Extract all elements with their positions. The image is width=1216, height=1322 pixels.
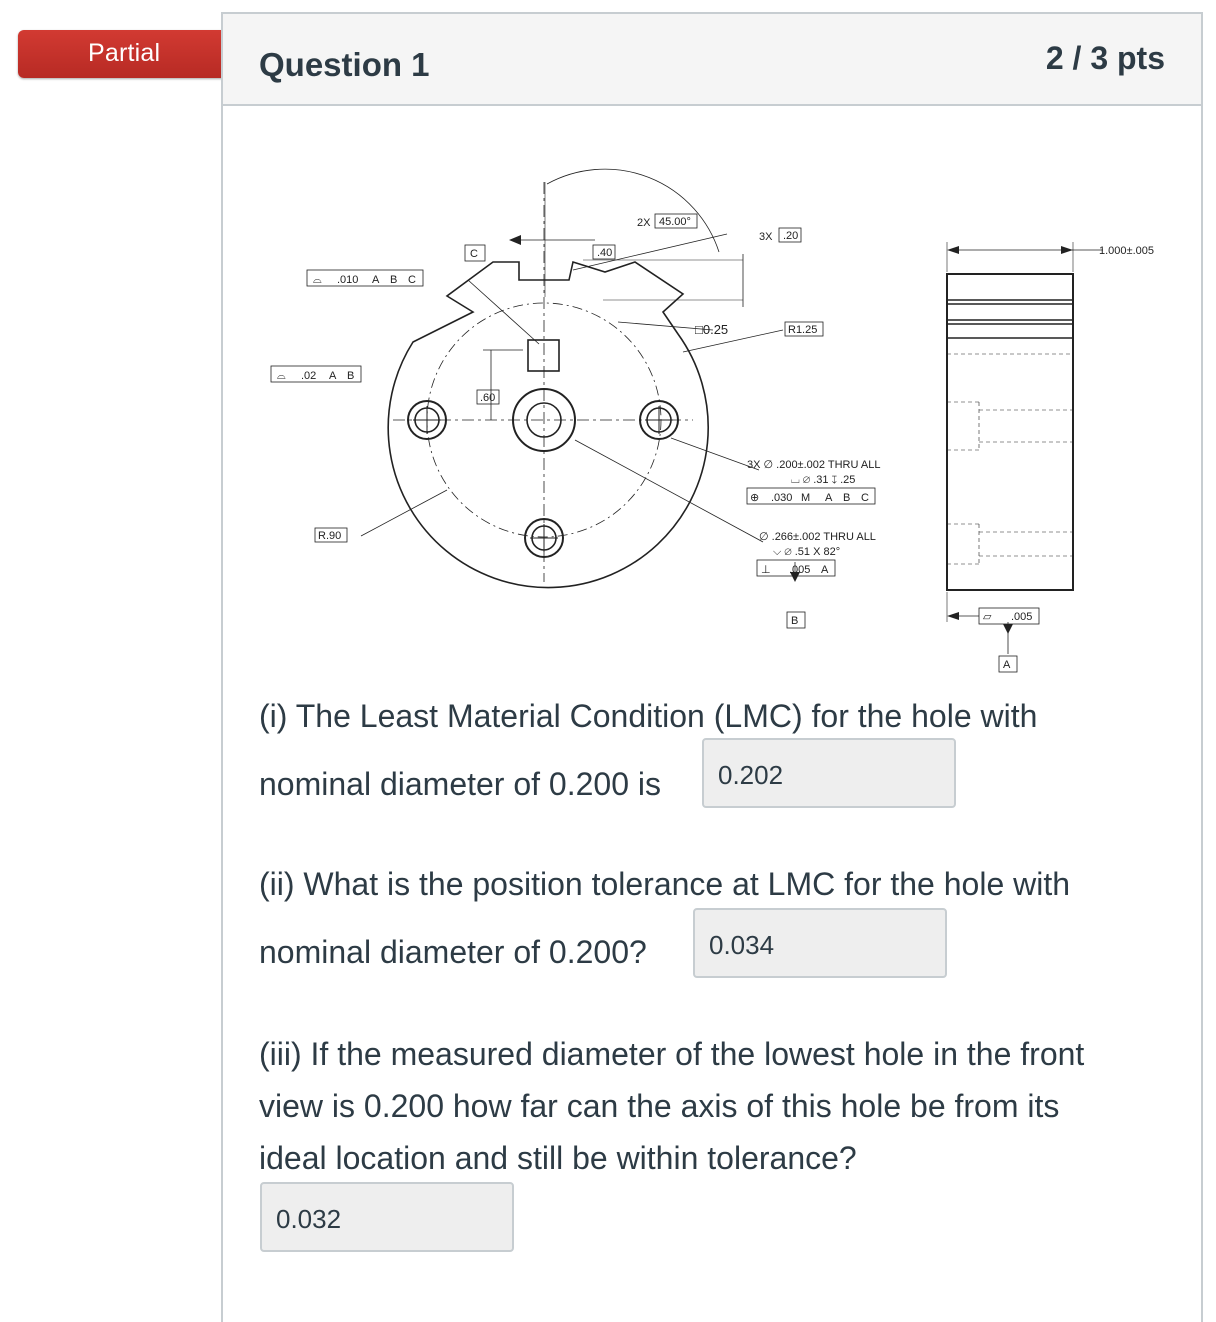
- question-card: [221, 12, 1203, 1322]
- fcf2-val: .02: [301, 370, 317, 382]
- label-r90: R.90: [318, 530, 342, 542]
- label-three-x: 3X: [759, 231, 773, 243]
- side-view-labels: [979, 245, 1154, 672]
- label-angle: 2X: [637, 217, 651, 229]
- label-dim-40: .40: [597, 247, 613, 259]
- part-3-line-1: (iii) If the measured diameter of the lowest hole in the front: [259, 1036, 1085, 1072]
- perp-val: .005: [789, 564, 811, 576]
- side-view: [947, 242, 1103, 654]
- flat-symbol: ▱: [983, 611, 992, 623]
- part-2-line-1: (ii) What is the position tolerance at LMC for the hole with: [259, 866, 1071, 902]
- question-points: 2 / 3 pts: [1045, 40, 1165, 76]
- fcf2-symbol: ⌓: [277, 370, 286, 382]
- hole-right: [640, 401, 678, 439]
- question-title: Question 1: [259, 46, 430, 83]
- label-angle-val: 45.00°: [659, 216, 691, 228]
- partial-badge-label: Partial: [88, 39, 161, 67]
- front-view-outline: [388, 262, 708, 588]
- part-2-line-2: nominal diameter of 0.200?: [259, 934, 647, 970]
- square-feature: [528, 340, 559, 371]
- pos-a: A: [825, 492, 833, 504]
- label-datum-b: B: [791, 615, 799, 627]
- label-dim-60: .60: [480, 392, 496, 404]
- label-datum-a: A: [1003, 659, 1011, 671]
- fcf2-a: A: [329, 370, 337, 382]
- pos-m: M: [801, 492, 811, 504]
- pos-c: C: [861, 492, 869, 504]
- label-width-dim: 1.000±.005: [1099, 245, 1154, 257]
- fcf1-val: .010: [337, 274, 359, 286]
- question-header: [223, 14, 1201, 106]
- partial-badge: [18, 30, 232, 78]
- side-view-body: [947, 274, 1073, 590]
- part-3-answer-field[interactable]: 0.032: [260, 1182, 514, 1252]
- fcf1-symbol: ⌓: [313, 274, 322, 286]
- hole-bottom: [525, 519, 563, 557]
- hole-note-line1: 3X ∅ .200±.002 THRU ALL: [747, 459, 881, 471]
- perp-symbol: ⊥: [761, 564, 771, 576]
- part-1-line-2: nominal diameter of 0.200 is: [259, 766, 661, 802]
- hole-left: [408, 401, 446, 439]
- center-note-line1: ∅ .266±.002 THRU ALL: [759, 531, 876, 543]
- flat-val: .005: [1011, 611, 1033, 623]
- pos-b: B: [843, 492, 851, 504]
- fcf1-c: C: [408, 274, 416, 286]
- part-1-answer-field[interactable]: 0.202: [702, 738, 956, 808]
- part-2-answer-field[interactable]: 0.034: [693, 908, 947, 978]
- label-datum-c: C: [470, 248, 478, 260]
- part-3-line-2: view is 0.200 how far can the axis of this hole be from its: [259, 1088, 1060, 1124]
- part-3-line-3: ideal location and still be within tolerance?: [259, 1140, 857, 1176]
- engineering-drawing: [263, 162, 1193, 682]
- fcf1-b: B: [390, 274, 398, 286]
- center-note-line2: ⌵ ∅ .51 X 82°: [773, 546, 841, 558]
- fcf1-a: A: [372, 274, 380, 286]
- fcf2-b: B: [347, 370, 355, 382]
- label-r125: R1.25: [788, 324, 818, 336]
- front-view: [361, 169, 800, 587]
- perp-a: A: [821, 564, 829, 576]
- part-1-line-1: (i) The Least Material Condition (LMC) for the hole with: [259, 698, 1038, 734]
- pos-symbol: ⊕: [750, 492, 760, 504]
- label-square: □0.25: [695, 322, 729, 337]
- hole-note-line2: ⌴ ∅ .31 ↧ .25: [791, 474, 856, 486]
- drawing-svg: [263, 162, 1193, 682]
- label-three-x-val: .20: [783, 230, 799, 242]
- pos-val: .030: [771, 492, 793, 504]
